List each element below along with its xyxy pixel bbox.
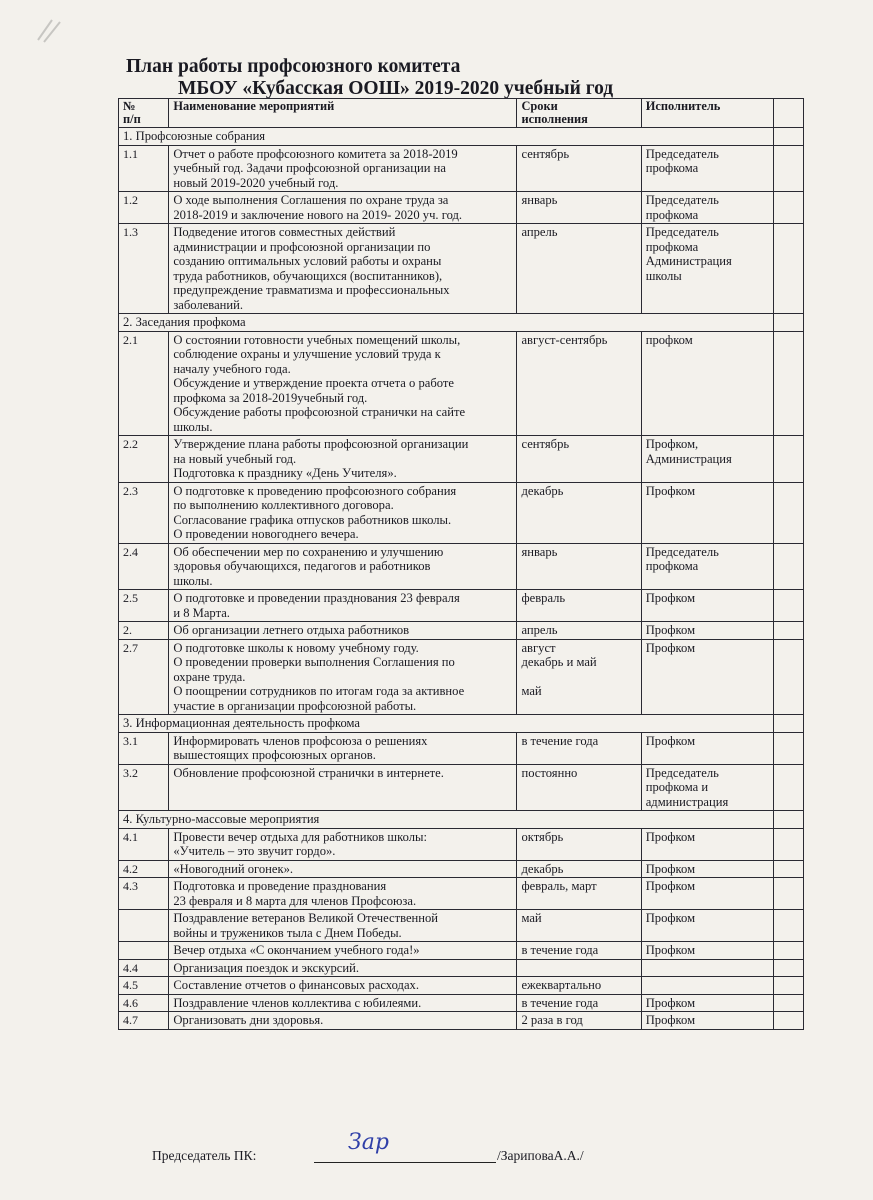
row-num: 2. — [119, 622, 169, 640]
row-num: 4.2 — [119, 860, 169, 878]
row-desc: О ходе выполнения Соглашения по охране труда за 2018-2019 и заключение нового на 2019- 2020 уч. год. — [169, 192, 517, 224]
row-num: 1.2 — [119, 192, 169, 224]
table-body — [119, 128, 804, 1030]
extra-cell — [774, 860, 804, 878]
table-row — [119, 878, 804, 910]
row-exec: профком — [641, 331, 773, 436]
table-row — [119, 436, 804, 483]
row-term: январь — [517, 543, 641, 590]
row-desc: Отчет о работе профсоюзного комитета за 2018-2019 учебный год. Задачи профсоюзной организации на новый 2019-2020 учебный год. — [169, 145, 517, 192]
row-desc: Составление отчетов о финансовых расходах. — [169, 977, 517, 995]
extra-cell — [774, 622, 804, 640]
row-term: апрель — [517, 224, 641, 314]
plan-table — [118, 98, 804, 1030]
extra-cell — [774, 145, 804, 192]
section-title: 3. Информационная деятельность профкома — [119, 715, 774, 733]
row-term: декабрь — [517, 482, 641, 543]
row-num: 3.1 — [119, 732, 169, 764]
table-row — [119, 860, 804, 878]
table-row — [119, 192, 804, 224]
table-row — [119, 764, 804, 811]
extra-cell — [774, 436, 804, 483]
extra-cell — [774, 959, 804, 977]
row-num: 2.5 — [119, 590, 169, 622]
extra-cell — [774, 828, 804, 860]
row-desc: Информировать членов профсоюза о решениях вышестоящих профсоюзных органов. — [169, 732, 517, 764]
table-row — [119, 828, 804, 860]
extra-cell — [774, 331, 804, 436]
table-row — [119, 145, 804, 192]
table-row — [119, 482, 804, 543]
table-row — [119, 1012, 804, 1030]
header-extra — [774, 99, 804, 128]
row-num: 1.3 — [119, 224, 169, 314]
row-num: 4.5 — [119, 977, 169, 995]
table-row — [119, 622, 804, 640]
row-term — [517, 959, 641, 977]
extra-cell — [774, 314, 804, 332]
row-num: 2.2 — [119, 436, 169, 483]
row-num: 1.1 — [119, 145, 169, 192]
header-desc: Наименование мероприятий — [169, 99, 517, 128]
extra-cell — [774, 590, 804, 622]
row-term: февраль — [517, 590, 641, 622]
row-exec — [641, 959, 773, 977]
row-exec: Профком — [641, 878, 773, 910]
title-line-2: МБОУ «Кубасская ООШ» 2019-2020 учебный год — [178, 78, 614, 99]
extra-cell — [774, 910, 804, 942]
table-row — [119, 331, 804, 436]
table-row — [119, 910, 804, 942]
row-term: февраль, март — [517, 878, 641, 910]
extra-cell — [774, 977, 804, 995]
row-term: октябрь — [517, 828, 641, 860]
row-exec: Профком — [641, 828, 773, 860]
row-exec: Профком — [641, 732, 773, 764]
extra-cell — [774, 994, 804, 1012]
row-exec: Профком — [641, 622, 773, 640]
row-term: январь — [517, 192, 641, 224]
header-exec: Исполнитель — [641, 99, 773, 128]
row-num: 4.7 — [119, 1012, 169, 1030]
row-term: постоянно — [517, 764, 641, 811]
row-desc: Вечер отдыха «С окончанием учебного года!» — [169, 942, 517, 960]
row-term: август-сентябрь — [517, 331, 641, 436]
chairman-label: Председатель ПК: — [152, 1148, 257, 1163]
row-term: сентябрь — [517, 436, 641, 483]
row-num: 4.4 — [119, 959, 169, 977]
row-exec: Профком — [641, 590, 773, 622]
row-desc: «Новогодний огонек». — [169, 860, 517, 878]
row-term: апрель — [517, 622, 641, 640]
extra-cell — [774, 192, 804, 224]
table-row — [119, 977, 804, 995]
header-term: Сроки исполнения — [517, 99, 641, 128]
extra-cell — [774, 878, 804, 910]
row-desc: Об организации летнего отдыха работников — [169, 622, 517, 640]
row-exec: Профком — [641, 860, 773, 878]
row-exec: Профком — [641, 639, 773, 715]
extra-cell — [774, 715, 804, 733]
row-desc: Об обеспечении мер по сохранению и улучшению здоровья обучающихся, педагогов и работников школы. — [169, 543, 517, 590]
row-desc: Провести вечер отдыха для работников школы: «Учитель – это звучит гордо». — [169, 828, 517, 860]
section-row — [119, 314, 804, 332]
row-term: 2 раза в год — [517, 1012, 641, 1030]
signature-line — [314, 1162, 496, 1163]
section-row — [119, 811, 804, 829]
row-term: май — [517, 910, 641, 942]
table-row — [119, 994, 804, 1012]
section-title: 4. Культурно-массовые мероприятия — [119, 811, 774, 829]
extra-cell — [774, 482, 804, 543]
row-num: 4.1 — [119, 828, 169, 860]
row-exec: Профком — [641, 910, 773, 942]
row-exec: Председатель профкома и администрация — [641, 764, 773, 811]
signature: Зар — [348, 1130, 389, 1155]
header-num: № п/п — [119, 99, 169, 128]
row-desc: О подготовке школы к новому учебному году. О проведении проверки выполнения Соглашения по охране труда. О поощрении сотрудников по итогам года за активное участие в организации профсоюзной работы. — [169, 639, 517, 715]
extra-cell — [774, 224, 804, 314]
row-exec: Профком — [641, 942, 773, 960]
table-row — [119, 224, 804, 314]
row-term: декабрь — [517, 860, 641, 878]
extra-cell — [774, 764, 804, 811]
row-exec: Профком — [641, 482, 773, 543]
title-line-1: План работы профсоюзного комитета — [126, 56, 461, 77]
row-exec: Профком — [641, 994, 773, 1012]
row-term: август декабрь и май май — [517, 639, 641, 715]
row-exec: Председатель профкома — [641, 145, 773, 192]
row-desc: Обновление профсоюзной странички в интернете. — [169, 764, 517, 811]
row-desc: О состоянии готовности учебных помещений школы, соблюдение охраны и улучшение условий труда к началу учебного года. Обсуждение и утверждение проекта отчета о работе профкома за 2018-2019учебный год. Обсуждение работы профсоюзной странички на сайте школы. — [169, 331, 517, 436]
section-row — [119, 715, 804, 733]
corner-mark-icon — [34, 10, 74, 50]
extra-cell — [774, 942, 804, 960]
row-exec — [641, 977, 773, 995]
row-desc: О подготовке к проведению профсоюзного собрания по выполнению коллективного договора. Согласование графика отпусков работников школы. О проведении новогоднего вечера. — [169, 482, 517, 543]
row-num: 4.3 — [119, 878, 169, 910]
row-num: 2.7 — [119, 639, 169, 715]
section-row — [119, 128, 804, 146]
extra-cell — [774, 128, 804, 146]
table-row — [119, 942, 804, 960]
row-desc: Организовать дни здоровья. — [169, 1012, 517, 1030]
extra-cell — [774, 543, 804, 590]
row-term: в течение года — [517, 942, 641, 960]
row-num: 3.2 — [119, 764, 169, 811]
row-desc: Поздравление ветеранов Великой Отечественной войны и тружеников тыла с Днем Победы. — [169, 910, 517, 942]
row-term: в течение года — [517, 994, 641, 1012]
row-num — [119, 942, 169, 960]
row-desc: О подготовке и проведении празднования 23 февраля и 8 Марта. — [169, 590, 517, 622]
row-term: сентябрь — [517, 145, 641, 192]
extra-cell — [774, 811, 804, 829]
row-num: 2.4 — [119, 543, 169, 590]
row-num: 2.3 — [119, 482, 169, 543]
row-term: ежеквартально — [517, 977, 641, 995]
row-desc: Утверждение плана работы профсоюзной организации на новый учебный год. Подготовка к празднику «День Учителя». — [169, 436, 517, 483]
extra-cell — [774, 732, 804, 764]
table-row — [119, 639, 804, 715]
row-term: в течение года — [517, 732, 641, 764]
row-desc: Организация поездок и экскурсий. — [169, 959, 517, 977]
row-exec: Председатель профкома — [641, 192, 773, 224]
row-desc: Подведение итогов совместных действий администрации и профсоюзной организации по созданию оптимальных условий работы и охраны труда работников, обучающихся (воспитанников), предупреждение травматизма и профессиональных заболеваний. — [169, 224, 517, 314]
row-num: 4.6 — [119, 994, 169, 1012]
table-row — [119, 959, 804, 977]
section-title: 1. Профсоюзные собрания — [119, 128, 774, 146]
table-header-row — [119, 99, 804, 128]
row-exec: Председатель профкома Администрация школы — [641, 224, 773, 314]
table-row — [119, 543, 804, 590]
document-title — [120, 56, 740, 100]
table-row — [119, 590, 804, 622]
row-num — [119, 910, 169, 942]
table-row — [119, 732, 804, 764]
row-exec: Профком — [641, 1012, 773, 1030]
section-title: 2. Заседания профкома — [119, 314, 774, 332]
extra-cell — [774, 639, 804, 715]
row-num: 2.1 — [119, 331, 169, 436]
extra-cell — [774, 1012, 804, 1030]
row-desc: Поздравление членов коллектива с юбилеями. — [169, 994, 517, 1012]
row-desc: Подготовка и проведение празднования 23 февраля и 8 марта для членов Профсоюза. — [169, 878, 517, 910]
row-exec: Председатель профкома — [641, 543, 773, 590]
row-exec: Профком, Администрация — [641, 436, 773, 483]
chairman-name: /ЗариповаА.А./ — [497, 1148, 584, 1163]
